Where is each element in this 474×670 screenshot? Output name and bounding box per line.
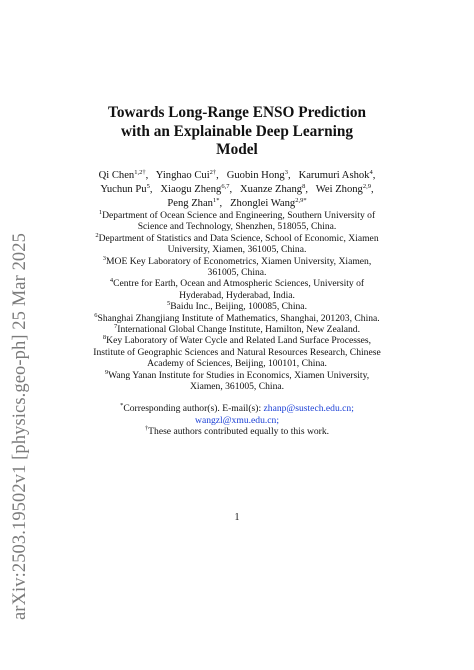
affiliation-text: Science and Technology, Shenzhen, 518055, China. [137, 221, 337, 233]
author-line: Yuchun Pu$^5$, Xiaogu Zheng$^{6,7}$, Xuanze Zhang$^8$, Wei Zhong$^{2,9}$, [100, 183, 374, 196]
affiliation [78, 278, 396, 301]
affiliation-text: MOE Key Laboratory of Econometrics, Xiamen University, Xiamen, [105, 255, 372, 267]
affiliation-text: University, Xiamen, 361005, China. [167, 244, 307, 256]
affiliation [78, 335, 396, 369]
author-affil-mark: 2,9* [295, 197, 307, 205]
author-line: Peng Zhan$^{1*}$, Zhonglei Wang$^{2,9*}$ [167, 197, 307, 210]
affiliation-text: Institute of Geographic Sciences and Natural Resources Research, Chinese [93, 346, 381, 358]
author-name: Guobin Hong [226, 170, 285, 181]
author-notes [78, 403, 396, 438]
author-name: Karumuri Ashok [298, 170, 370, 181]
affiliation [78, 210, 396, 233]
affiliation [78, 324, 396, 335]
author-name: Yuchun Pu [100, 184, 147, 196]
affiliation-text: International Global Change Institute, Hamilton, New Zealand. [117, 324, 360, 336]
affiliation-text: Xiamen, 361005, China. [189, 381, 285, 393]
author-affil-mark: 4 [369, 169, 373, 176]
author-affil-mark: 8 [302, 183, 306, 191]
affiliation [78, 233, 396, 256]
title-line: Model [216, 141, 258, 158]
affiliation [78, 370, 396, 393]
affiliation [78, 301, 396, 312]
author-name: Xiaogu Zheng [160, 184, 222, 196]
affiliation-text: Hyderabad, Hyderabad, India. [179, 289, 295, 301]
author-name: Zhonglei Wang [230, 198, 296, 210]
affiliation-number: 6 [94, 311, 98, 319]
author-affil-mark: 6,7 [221, 183, 230, 191]
author-name: Wei Zhong [315, 184, 363, 196]
email-link-zhanp[interactable]: zhanp@sustech.edu.cn; [263, 403, 354, 414]
affiliation-number: 4 [109, 277, 114, 285]
author-affil-mark: 2,9 [362, 183, 371, 191]
author-name: Qi Chen [98, 170, 135, 181]
affiliation-text: Shanghai Zhangjiang Institute of Mathematics, Shanghai, 201203, China. [97, 312, 380, 324]
affiliation-number: 8 [102, 334, 107, 342]
affiliation-text: Key Laboratory of Water Cycle and Related Land Surface Processes, [106, 335, 372, 347]
author-affil-mark: 3 [284, 169, 288, 176]
author-affil-mark: 1,2† [134, 169, 146, 176]
corresponding-note [78, 403, 396, 415]
equal-contribution-mark: † [144, 425, 149, 433]
affiliation-text: Wang Yanan Institute for Studies in Economics, Xiamen University, [108, 369, 370, 381]
author-list [78, 169, 396, 212]
affiliation-text: 361005, China. [207, 267, 267, 279]
affiliation-number: 7 [114, 323, 118, 331]
affiliation-text: Centre for Earth, Ocean and Atmospheric Sciences, University of [113, 278, 365, 290]
affiliation-text: Academy of Sciences, Beijing, 100101, China. [147, 358, 327, 370]
affiliation-text: Department of Ocean Science and Engineering, Southern University of [102, 210, 376, 221]
page-number: 1 [234, 512, 240, 523]
author-affil-mark: 2† [209, 169, 217, 176]
affiliation-list [78, 210, 396, 393]
arxiv-stamp: arXiv:2503.19502v1 [physics.geo-ph] 25 Mar 2025 [10, 233, 30, 620]
author-affil-mark: 1* [212, 197, 220, 205]
author-affil-mark: 5 [146, 183, 150, 191]
author-line: Qi Chen$^{1,2\dagger}$, Yinghao Cui$^{2\dagger}$, Guobin Hong$^3$, Karumuri Ashok$^4$, [98, 169, 376, 181]
affiliation-number: 5 [167, 300, 171, 308]
affiliation-number: 2 [95, 231, 99, 239]
author-name: Peng Zhan [167, 198, 213, 210]
affiliation [78, 256, 396, 279]
equal-contribution-text: These authors contributed equally to this work. [148, 426, 330, 438]
affiliation-text: Baidu Inc., Beijing, 100085, China. [170, 301, 307, 313]
corresponding-mark: * [120, 402, 124, 409]
title-line: Towards Long-Range ENSO Prediction [108, 104, 366, 121]
corresponding-label: Corresponding author(s). E-mail(s): [123, 403, 264, 414]
email-link-wangzl[interactable]: wangzl@xmu.edu.cn; [195, 414, 279, 426]
affiliation [78, 313, 396, 324]
paper-title [70, 104, 404, 160]
title-line: with an Explainable Deep Learning [120, 122, 354, 140]
affiliation-number: 9 [104, 368, 109, 376]
affiliation-number: 3 [102, 254, 106, 262]
author-name: Yinghao Cui [155, 170, 210, 181]
author-name: Xuanze Zhang [240, 184, 303, 196]
affiliation-number: 1 [98, 209, 103, 216]
equal-contribution-note [78, 426, 396, 438]
affiliation-text: Department of Statistics and Data Science, School of Economic, Xiamen [98, 232, 379, 244]
